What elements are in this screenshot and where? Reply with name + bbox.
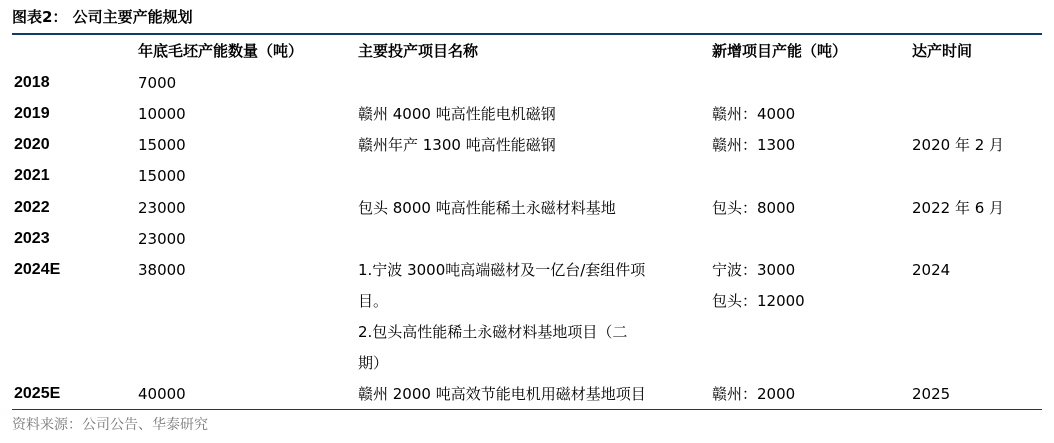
- header-date: 达产时间: [912, 42, 973, 60]
- row-new-capacity: 赣州：2000: [712, 385, 796, 403]
- row-capacity: 10000: [138, 105, 186, 123]
- row-capacity: 38000: [138, 261, 186, 279]
- row-new-capacity: 包头：12000: [712, 292, 805, 310]
- row-project: 赣州年产 1300 吨高性能磁钢: [358, 136, 556, 154]
- row-date: 2024: [912, 261, 951, 279]
- row-date: 2020 年 2 月: [912, 136, 1005, 154]
- row-capacity: 23000: [138, 230, 186, 248]
- row-capacity: 40000: [138, 385, 186, 403]
- row-year: 2025E: [14, 385, 61, 402]
- row-new-capacity: 赣州：4000: [712, 105, 796, 123]
- row-date: 2022 年 6 月: [912, 199, 1005, 217]
- header-capacity: 年底毛坯产能数量（吨）: [138, 42, 304, 60]
- row-new-capacity: 赣州：1300: [712, 136, 796, 154]
- row-new-capacity: 宁波：3000: [712, 261, 796, 279]
- row-project: 赣州 2000 吨高效节能电机用磁材基地项目: [358, 385, 646, 403]
- row-capacity: 15000: [138, 167, 186, 185]
- row-year: 2024E: [14, 261, 61, 278]
- top-rule: [12, 33, 1042, 35]
- row-date: 2025: [912, 385, 951, 403]
- row-project: 目。: [358, 292, 389, 310]
- row-year: 2020: [14, 136, 50, 153]
- row-year: 2019: [14, 105, 50, 122]
- row-year: 2022: [14, 199, 50, 216]
- row-project: 赣州 4000 吨高性能电机磁钢: [358, 105, 556, 123]
- bottom-rule: [12, 409, 1042, 410]
- row-project: 2.包头高性能稀土永磁材料基地项目（二: [358, 323, 628, 341]
- source-note: 资料来源：公司公告、华泰研究: [12, 417, 208, 433]
- row-project: 1.宁波 3000吨高端磁材及一亿台/套组件项: [358, 261, 646, 279]
- row-year: 2018: [14, 74, 50, 91]
- table-title: 图表2： 公司主要产能规划: [12, 8, 193, 26]
- row-year: 2023: [14, 230, 50, 247]
- row-capacity: 15000: [138, 136, 186, 154]
- row-project: 包头 8000 吨高性能稀土永磁材料基地: [358, 199, 616, 217]
- row-capacity: 23000: [138, 199, 186, 217]
- header-new-capacity: 新增项目产能（吨）: [712, 42, 848, 60]
- row-project: 期）: [358, 354, 389, 372]
- row-capacity: 7000: [138, 74, 177, 92]
- header-project: 主要投产项目名称: [358, 42, 479, 60]
- row-year: 2021: [14, 167, 50, 184]
- row-new-capacity: 包头：8000: [712, 199, 796, 217]
